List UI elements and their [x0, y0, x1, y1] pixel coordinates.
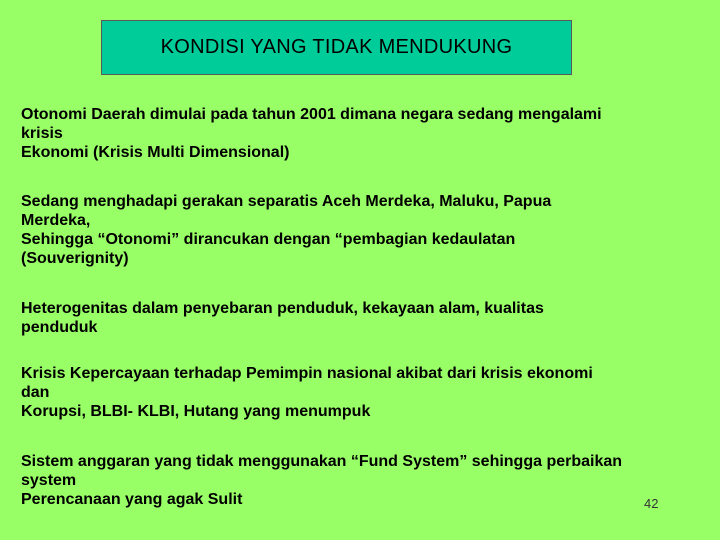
- paragraph-sistem-anggaran: [21, 452, 622, 509]
- title-box: [101, 20, 572, 75]
- paragraph-heterogenitas: [21, 299, 544, 337]
- paragraph-line: Otonomi Daerah dimulai pada tahun 2001 dimana negara sedang mengalami: [21, 106, 602, 123]
- paragraph-line: Krisis Kepercayaan terhadap Pemimpin nasional akibat dari krisis ekonomi: [21, 365, 593, 382]
- paragraph-line: Sehingga “Otonomi” dirancukan dengan “pembagian kedaulatan: [21, 231, 516, 248]
- paragraph-line: Sistem anggaran yang tidak menggunakan “Fund System” sehingga perbaikan: [21, 453, 623, 470]
- paragraph-line: system: [21, 472, 77, 489]
- paragraph-line: krisis: [21, 125, 63, 142]
- paragraph-line: dan: [21, 384, 50, 401]
- paragraph-krisis-kepercayaan: [21, 364, 593, 421]
- paragraph-otonomi-daerah: [21, 105, 602, 162]
- paragraph-line: (Souverignity): [21, 250, 129, 267]
- page-number: 42: [644, 496, 659, 511]
- paragraph-separatis: [21, 192, 551, 268]
- paragraph-line: Korupsi, BLBI- KLBI, Hutang yang menumpuk: [21, 403, 371, 420]
- paragraph-line: Sedang menghadapi gerakan separatis Aceh Merdeka, Maluku, Papua: [21, 193, 552, 210]
- paragraph-line: Heterogenitas dalam penyebaran penduduk, kekayaan alam, kualitas: [21, 300, 544, 317]
- slide-title: KONDISI YANG TIDAK MENDUKUNG: [160, 36, 513, 58]
- paragraph-line: Perencanaan yang agak Sulit: [21, 491, 243, 508]
- paragraph-line: penduduk: [21, 319, 98, 336]
- paragraph-line: Merdeka,: [21, 212, 91, 229]
- paragraph-line: Ekonomi (Krisis Multi Dimensional): [21, 144, 290, 161]
